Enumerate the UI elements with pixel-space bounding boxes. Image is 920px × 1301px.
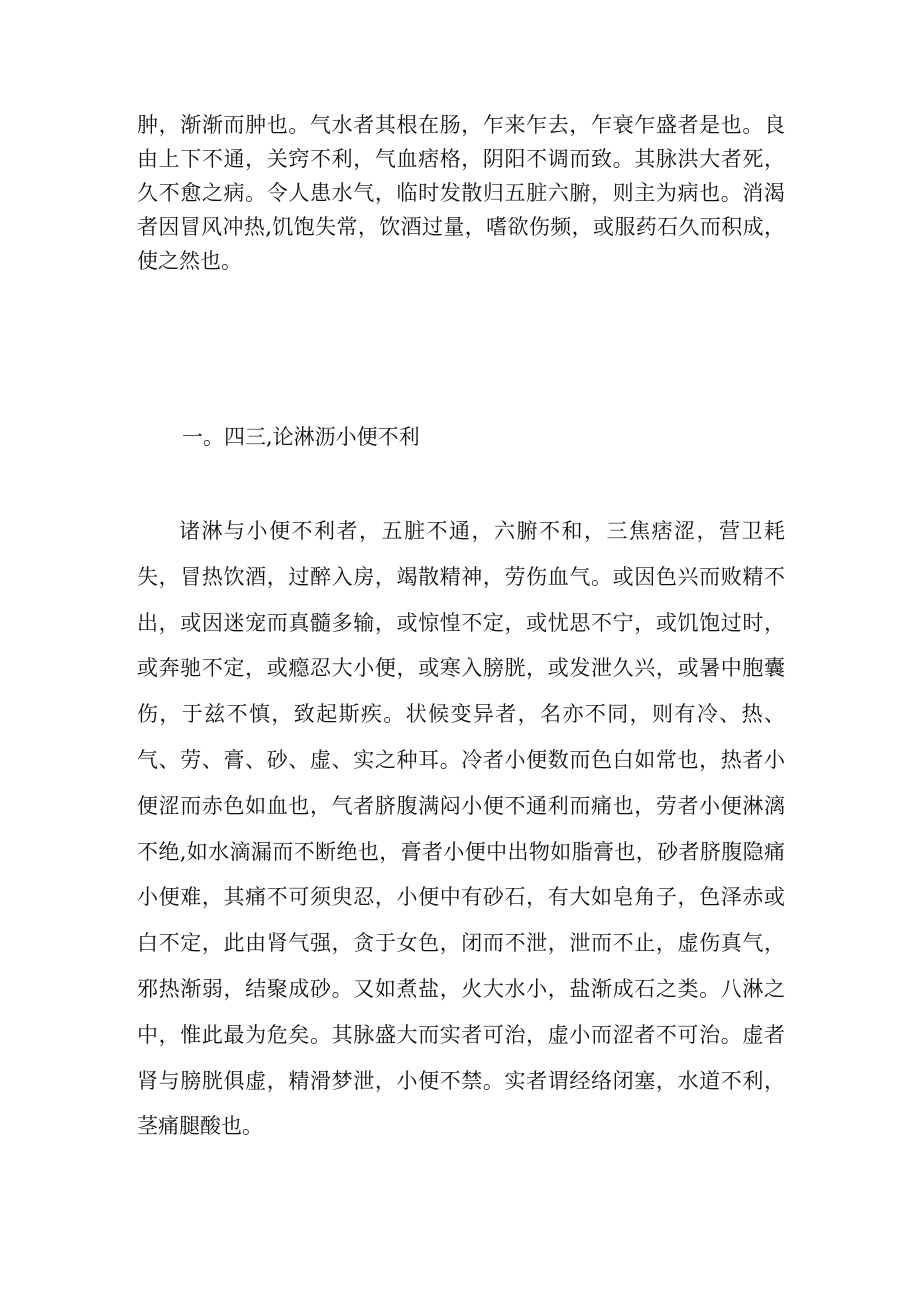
main-paragraph: 诸淋与小便不利者，五脏不通，六腑不和，三焦痞涩，营卫耗失，冒热饮酒，过醉入房，竭散精神，劳伤血气。或因色兴而败精不出，或因迷宠而真髓多输，或惊惶不定，或忧思不宁，或饥饱过时，或奔驰不定，或瘾忍大小便，或寒入膀胱，或发泄久兴，或暑中胞囊伤，于兹不慎，致起斯疾。状候变异者，名亦不同，则有冷、热、气、劳、膏、砂、虚、实之种耳。冷者小便数而色白如常也，热者小便涩而赤色如血也，气者脐腹满闷小便不通利而痛也，劳者小便淋漓不绝,如水滴漏而不断绝也，膏者小便中出物如脂膏也，砂者脐腹隐痛小便难，其痛不可须臾忍，小便中有砂石，有大如皂角子，色泽赤或白不定，此由肾气强，贪于女色，闭而不泄，泄而不止，虚伤真气，邪热渐弱，结聚成砂。又如煮盐，火大水小，盐渐成石之类。八淋之中，惟此最为危矣。其脉盛大而实者可治，虚小而涩者不可治。虚者肾与膀胱俱虚，精滑梦泄，小便不禁。实者谓经络闭塞，水道不利，茎痛腿酸也。: [137, 519, 785, 1139]
intro-paragraph: 肿，渐渐而肿也。气水者其根在肠，乍来乍去，乍衰乍盛者是也。良由上下不通，关窍不利，气血痞格，阴阳不调而致。其脉洪大者死，久不愈之病。令人患水气，临时发散归五脏六腑，则主为病也。消渴者因冒风冲热,饥饱失常，饮酒过量，嗜欲伤频，或服药石久而积成，使之然也。: [137, 113, 785, 273]
section-heading: 一。四三,论淋沥小便不利: [182, 425, 420, 449]
